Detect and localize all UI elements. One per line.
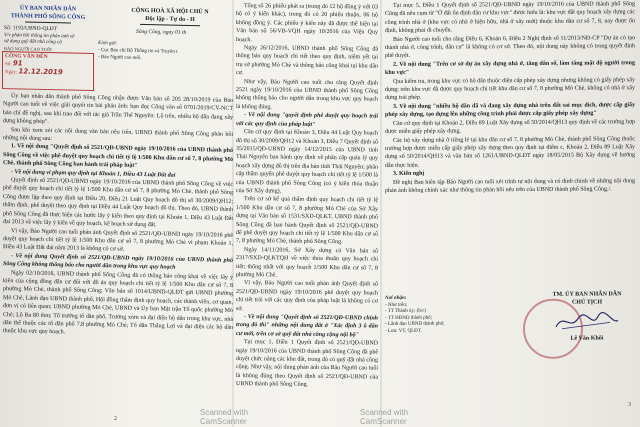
body-paragraph: 3. Kiến nghị: [393, 170, 425, 178]
page-number: 3: [628, 402, 631, 408]
issuer-header: [0, 4, 96, 24]
body-paragraph: Trên cơ sở kế quả thẩm định quy hoạch chi tiết tỷ lệ 1/500 Khu dân cư số 7, 8 phường Mỏ Chè của Sở Xây dựng tại Văn bản số 1531/SXD-QLKT, UBND thành phố Sông Công đã ban hành Quyết định số 2521/QĐ-UBND để phê duyệt quy hoạch chi tiết tỷ lệ 1/500 Khu dân cư số 7, 8 phường Mỏ Chè, thành phố Sông Công.: [236, 196, 378, 246]
body-paragraph: Sau khi xem xét các nội dung văn bản nêu trên, UBND thành phố Sông Công phản hồi những nội dung sau:: [3, 126, 233, 143]
body-paragraph: 1. Về nội dung "Quyết định số 2521/QĐ-UBND ngày 19/10/2016 của UBND thành phố Sông Công về việc phê duyệt quy hoạch chi tiết tỷ lệ 1/500 Khu dân cư số 7, 8 phường Mỏ Chè, thành phố Sông Công ban hành trái pháp luật": [3, 143, 233, 170]
middle-page-body: [236, 2, 378, 390]
body-paragraph: Tổng số 26 phiếu phát ra (trong đó 12 hộ đồng ý với 03 hộ có ý kiến khác), trong đó có 20 phiếu thuận, 06 hộ không đồng ý. Các phiếu ý kiến này đã được thể hiện tại Văn bản số 56/VB-VQH ngày 10/2016 của Viện Quy hoạch.: [236, 3, 378, 43]
body-paragraph: - Về nội dung "quyết định phê duyệt quy hoạch trái với các quy định của pháp luật": [236, 112, 378, 128]
body-paragraph: Ngày 02/10/2016, UBND thành phố Sông Công đã có thông báo công khai về việc lấy ý kiến của cộng đồng dân cư đối với đồ án quy hoạch chi tiết tỷ lệ 1/500 Khu dân cư số 7, 8 phường Mỏ Chè, thành phố Sông Công; Văn bản số 1014/UBND-QLĐT gửi UBND phường Mỏ Chè, Lãnh đạo UBND thành phố, Hội đồng thẩm định quy hoạch, các thành viên, cơ quan, đơn vị có liên quan; UBND phường Mỏ Chè, UBND và Ủy ban Mặt trận Tổ quốc phường Mỏ Chè; Lộ Ba 80 thm; Tổ trưởng tổ dân phố, Trưởng xóm và đại diện hộ dân trong khu vực, nhà dân thể thuộc các tổ dân phố 7,8 phường Mỏ Chè; Tổ dân Thắng Lợi và đại diện các hộ dân thuộc khu vực quy hoạch.: [3, 269, 233, 336]
body-paragraph: Đề nghị Ban biên tập Báo Người cao tuổi xét trình tự nội dung và có đính chính về những nội dung phản ánh không chính xác như thông tin phản hồi nêu trên của UBND thành phố Sông Công./.: [385, 177, 635, 194]
page-right: [381, 0, 640, 427]
scanner-watermark: [200, 408, 248, 426]
watermark-line: Scanned with: [360, 408, 409, 417]
page-number: 2: [114, 416, 117, 422]
body-paragraph: Báo Người cao tuổi cho rằng Điều 6, Khoản 6, Điều 2 Nghị định số 11/2013/NĐ-CP "Dự án có tạo thành nhà ở, công trình, dân cư" là không có cơ sở. Theo đó, nội dung này không có trong quyết định phê duyệt.: [385, 34, 635, 60]
body-paragraph: - Về nội dung vi phạm quy định tại Khoản 1, Điều 43 Luật Đất đai: [11, 168, 176, 179]
stamp-title: CÔNG VĂN ĐẾN: [5, 53, 48, 60]
national-motto: [100, 6, 236, 27]
right-page-body: [385, 0, 635, 195]
body-paragraph: Ủy ban nhân dân thành phố Sông Công nhận được Văn bản số 205 28/10/2019 của Báo Người cao tuổi về việc giải quyết tin bài phản ánh: bạn đọc Công văn số 0701/2019/CV-NCT báo chí đề nghị, sau khi trao đổi với tác giả Trần Thế Nguyên: Lộ trên, nhiều hộ dân đang xây dựng không phép".: [3, 93, 233, 126]
scanner-watermark: [360, 408, 408, 426]
watermark-line: CamScanner: [200, 417, 247, 426]
addressee: - Cục Báo chí Bộ Thông tin và Truyền t: [98, 48, 178, 55]
page-middle: [232, 0, 380, 427]
body-paragraph: Tại mục 1, Điều 1 Quyết định số 2521/QĐ-UBND ngày 19/10/2016 của UBND thành phố Sông Công đã phê duyệt chức năng các khu đất, trong đó có quỹ đất nhà công cộng. Như vậy, nội dung phản ánh của Báo Người cao tuổi là không đúng theo Quyết định số 2521/QĐ-UBND của UBND thành phố Sông Công.: [236, 339, 378, 389]
body-paragraph: Ngày 26/12/2016, UBND thành phố Sông Công đã thông báo quy hoạch chi tiết theo quy định, niêm yết tại trụ sở phường Mỏ Chè và thông báo công khai tại khu dân cư.: [236, 45, 378, 77]
body-paragraph: - Về nội dung Quyết định số 2521/QĐ-UBND ngày 19/10/2016 của UBND thành phố Sông Công không thông báo cho người dân trong khu vực quy hoạch: [3, 252, 233, 271]
issuer-line2: THÀNH PHỐ SÔNG CÔNG: [10, 13, 86, 21]
subject-line: sử dụng quỹ đất nhà công cộ: [4, 39, 62, 46]
incoming-stamp: [2, 51, 94, 91]
distribution-list: [385, 295, 477, 335]
distribution-item: - TT HĐND thành phố;: [385, 315, 433, 321]
body-paragraph: 3. Về nội dung "nhiều hộ dân đã và đang xây dựng nhà trên đất sai mục đích, được cấp giấy phép xây dựng, tạo dựng lên những công trình phải được cấp giấy phép xây dựng": [385, 102, 635, 119]
body-paragraph: Tại mục 5, Điều 1 Quyết định số 2521/QĐ-UBND ngày 19/10/2016 của UBND thành phố Sông Công đã nêu cụm từ "Ở đất ổn định dân cư khu vực" được hiểu là: khu vực đất quy hoạch xây dựng các công trình nhà ở (khu vực có nhà ở hiện hữu, nhà ở xây mới) thuộc khu dân cư số 7, 8, nay được ổn định, không phải di chuyển.: [385, 1, 635, 35]
addressee: - Báo Người cao tuổi.: [98, 55, 142, 61]
motto-line1: CỘNG HOÀ XÃ HỘI CHỦ N: [131, 7, 209, 16]
signature-role: CHỦ TỊCH: [571, 299, 603, 306]
motto-line2: Độc lập - Tự do - H: [145, 16, 195, 24]
stamp-date-label: Ngày:: [5, 70, 18, 76]
watermark-line: CamScanner: [360, 417, 407, 426]
body-paragraph: Ngày 14/11/2016, Sở Xây dựng có Văn bản số 2317/SXD-QLKTQH về việc thỏa thuận quy hoạch chi tiết; thống nhất với quy hoạch 1/500 Khu dân cư số 7, 8 phường Mỏ Chè.: [236, 246, 378, 279]
distribution-item: - Lãnh đạo UBND thành phố;: [385, 321, 445, 327]
addressees: [98, 40, 228, 64]
header-rule: [25, 22, 71, 24]
body-paragraph: 2. Về nội dung "Trên cơ sở dự án xây dựng nhà ở, tăng dân số, làm tăng mật độ người trong khu vực": [385, 60, 635, 77]
addressees-label: Kính gửi:: [98, 41, 118, 47]
stamp-org-label: BẢO NGƯỜI CAO TUỔI: [4, 46, 52, 53]
body-paragraph: Vì vậy, Báo Người cao tuổi phản ánh Quyết định số 2521/QĐ-UBND ngày 19/10/2016 phê duyệt quy hoạch chi tiết trái với các quy định của pháp luật là không có cơ sở.: [236, 280, 378, 312]
body-paragraph: Vì vậy, Báo Người cao tuổi phản ánh Quyết định số 2521/QĐ-UBND ngày 19/10/2016 phê duyệt quy hoạch chi tiết tỷ lệ 1/500 Khu dân cư số 7, 8 phường Mỏ Chè vi phạm Khoản 1, Điều 43 Luật Đất đai năm 2013 là không có cơ sở.: [3, 227, 233, 253]
stamp-number-label: Số:: [5, 62, 12, 68]
body-paragraph: Các hộ xây dựng nhà ở riêng lẻ tại khu dân cư số 7, 8 phường Mỏ Chè, thành phố Sông Công thuộc trường hợp được miễn cấp giấy phép xây dựng theo quy định tại điểm c, Khoản 2, Điều 89 Luật Xây dựng số 50/2014/QH13 và văn bản số 1261/UBND-QLĐT ngày 18/05/2015 Bộ Xây dựng về hướng dẫn thực hiện.: [385, 135, 635, 169]
body-paragraph: Qua kiểm tra, trong khu vực có hộ dân thuộc diện cấp phép xây dựng nhưng không có giấy phép xây dựng; trên khu vực đã được quy hoạch chi tiết khu dân cư số 7, 8 phường Mỏ Chè, không có nhà ở xây dựng trái phép.: [385, 76, 635, 102]
motto-rule: [140, 24, 200, 26]
document-subject: [4, 33, 90, 47]
signature-block: [537, 290, 637, 343]
issuer-line1: ỦY BAN NHÂN DÂN: [19, 5, 77, 13]
distribution-label: Nơi nhận:: [385, 295, 407, 301]
watermark-line: Scanned with: [200, 408, 249, 417]
body-paragraph: Quyết định số 2521/QĐ-UBND ngày 19/10/2016 của UBND thành phố Sông Công về việc phê duyệt quy hoạch chi tiết tỷ lệ 1/500 Khu dân cư số 7, 8 phường Mỏ Chè, thành phố Sông Công được lập theo quy định tại Điều 20, Điều 21 Luật Quy hoạch đô thị số 30/2009/QH12; thẩm định, phê duyệt theo quy định tại Điều 44 Luật Quy hoạch đô thị. Theo đó, UBND thành phố Sông Công đã thực hiện các bước lấy ý kiến theo quy định tại Khoản 1, Điều 43 Luật Đất đai 2013 về việc lấy ý kiến về quy hoạch, kế hoạch sử dụng đất.: [3, 177, 233, 229]
distribution-item: - TT Thành ủy; (b/c): [385, 308, 427, 314]
subject-line: V/v phản hồi thông tin phản ánh về: [4, 33, 75, 40]
stamp-date: 12.12.2019: [18, 67, 63, 77]
signature-org: TM. ỦY BAN NHÂN DÂN: [552, 291, 622, 298]
body-paragraph: Căn cứ quy định tại Khoản 3, Điều 44 Luật Quy hoạch đô thị số 30/2009/QH12 và Khoản 3, Điều 7 Quyết định số 35/2015/QĐ-UBND ngày 14/12/2015 của UBND tỉnh Thái Nguyên ban hành quy định về phân cấp quản lý quy hoạch xây dựng đô thị trên địa bàn tỉnh Thái Nguyên; phân cấp thẩm quyền phê duyệt quy hoạch chi tiết tỷ lệ 1/500 là của UBND thành phố Sông Công (có ý kiến thỏa thuận của Sở Xây dựng).: [236, 129, 378, 195]
handwritten-signature: [552, 310, 622, 332]
stamp-number: 91: [12, 59, 23, 68]
left-page-body: [3, 92, 233, 341]
distribution-item: - Như trên;: [385, 302, 408, 308]
distribution-item: - Lưu: VT, QLĐT.: [385, 328, 422, 334]
signatory-name: Lê Văn Khôi: [570, 335, 604, 342]
page-left: [0, 0, 236, 427]
document-date: Sông Công, ngày 01 th: [136, 28, 187, 36]
body-paragraph: Như vậy, Báo Người cao tuổi cho rằng Quyết định 2521 ngày 19/10/2016 của UBND thành phố Sông Công không thông báo cho người dân trong khu vực quy hoạch là không đúng.: [236, 78, 378, 111]
body-paragraph: Căn cứ quy định tại Khoản 2, Điều 89 Luật Xây dựng số 50/2014/QH13 quy định về các trường hợp được miễn giấy phép xây dựng.: [385, 118, 635, 136]
document-number: Số: 1193/UBND-QLĐT: [4, 25, 58, 33]
body-paragraph: - Về nội dung "Quyết định số 2521/QĐ-UBND chính trong đó thi" những nội dung đất ở "Xác định 3 ô dân cư mới, trên cơ sở quỹ đất nhà công cộng nội bộ": [236, 314, 378, 339]
